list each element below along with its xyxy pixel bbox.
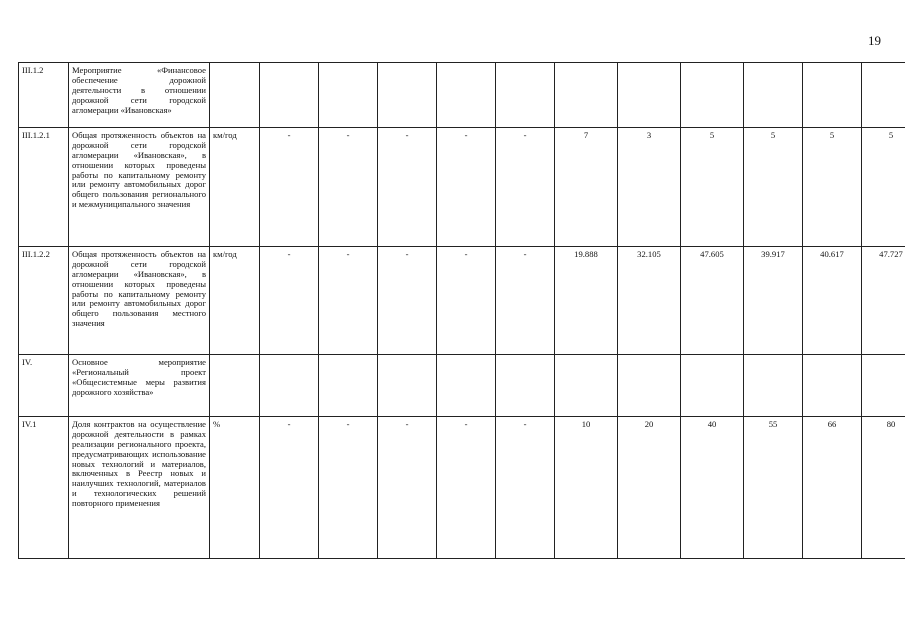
value-cell: - — [260, 247, 319, 355]
value-cell: - — [437, 247, 496, 355]
value-cell: 5 — [862, 128, 905, 247]
value-cell: - — [260, 128, 319, 247]
value-cell — [496, 355, 555, 417]
value-cell: - — [378, 247, 437, 355]
page-number: 19 — [868, 33, 881, 48]
value-cell: - — [319, 417, 378, 559]
row-unit — [210, 355, 260, 417]
row-description: Доля контрактов на осуществление дорожной деятельности в рамках реализации регионального проекта, предусматривающих использование новых технологий и материалов, включенных в Реестр новых и наилучших технологий, материалов и технологических решений повторного применения — [69, 417, 210, 559]
value-cell — [618, 63, 681, 128]
value-cell — [803, 63, 862, 128]
value-cell: 66 — [803, 417, 862, 559]
value-cell: - — [319, 128, 378, 247]
value-cell: 20 — [618, 417, 681, 559]
value-cell — [437, 355, 496, 417]
value-cell: - — [378, 417, 437, 559]
value-cell — [803, 355, 862, 417]
row-code: IV. — [19, 355, 69, 417]
row-unit — [210, 63, 260, 128]
row-description: Мероприятие «Финансовое обеспечение дорожной деятельности в отношении дорожной сети городской агломерации «Ивановская» — [69, 63, 210, 128]
value-cell — [555, 355, 618, 417]
row-code: III.1.2.2 — [19, 247, 69, 355]
value-cell: 19.888 — [555, 247, 618, 355]
value-cell — [744, 63, 803, 128]
value-cell: 32.105 — [618, 247, 681, 355]
value-cell: 7 — [555, 128, 618, 247]
table-row — [19, 128, 905, 247]
value-cell — [319, 63, 378, 128]
value-cell: - — [437, 128, 496, 247]
row-unit: км/год — [210, 247, 260, 355]
value-cell — [618, 355, 681, 417]
value-cell: 40 — [681, 417, 744, 559]
value-cell: 10 — [555, 417, 618, 559]
row-unit: % — [210, 417, 260, 559]
value-cell — [555, 63, 618, 128]
row-description: Общая протяженность объектов на дорожной сети городской агломерации «Ивановская», в отношении которых проведены работы по капитальному ремонту или ремонту автомобильных дорог общего пользования местного значения — [69, 247, 210, 355]
value-cell: - — [496, 247, 555, 355]
value-cell: 47.605 — [681, 247, 744, 355]
table-row — [19, 63, 905, 128]
value-cell — [681, 355, 744, 417]
value-cell: 47.727 — [862, 247, 905, 355]
value-cell — [319, 355, 378, 417]
row-description: Общая протяженность объектов на дорожной сети городской агломерации «Ивановская», в отношении которых проведены работы по капитальному ремонту или ремонту автомобильных дорог общего пользования регионального и межмуниципального значения — [69, 128, 210, 247]
value-cell: 80 — [862, 417, 905, 559]
value-cell: 5 — [681, 128, 744, 247]
value-cell: 39.917 — [744, 247, 803, 355]
value-cell — [496, 63, 555, 128]
value-cell — [378, 355, 437, 417]
row-unit: км/год — [210, 128, 260, 247]
table-row — [19, 417, 905, 559]
value-cell — [862, 355, 905, 417]
value-cell — [681, 63, 744, 128]
row-description: Основное мероприятие «Региональный проект «Общесистемные меры развития дорожного хозяйства» — [69, 355, 210, 417]
value-cell — [862, 63, 905, 128]
row-code: IV.1 — [19, 417, 69, 559]
value-cell: - — [496, 417, 555, 559]
value-cell — [260, 63, 319, 128]
value-cell: - — [260, 417, 319, 559]
value-cell — [378, 63, 437, 128]
table-row — [19, 355, 905, 417]
value-cell: - — [437, 417, 496, 559]
value-cell: 5 — [803, 128, 862, 247]
value-cell — [437, 63, 496, 128]
value-cell: 40.617 — [803, 247, 862, 355]
value-cell: 5 — [744, 128, 803, 247]
value-cell — [744, 355, 803, 417]
value-cell — [260, 355, 319, 417]
indicators-table — [18, 62, 905, 559]
value-cell: - — [496, 128, 555, 247]
value-cell: 55 — [744, 417, 803, 559]
value-cell: - — [319, 247, 378, 355]
row-code: III.1.2.1 — [19, 128, 69, 247]
value-cell: - — [378, 128, 437, 247]
table-row — [19, 247, 905, 355]
row-code: III.1.2 — [19, 63, 69, 128]
value-cell: 3 — [618, 128, 681, 247]
